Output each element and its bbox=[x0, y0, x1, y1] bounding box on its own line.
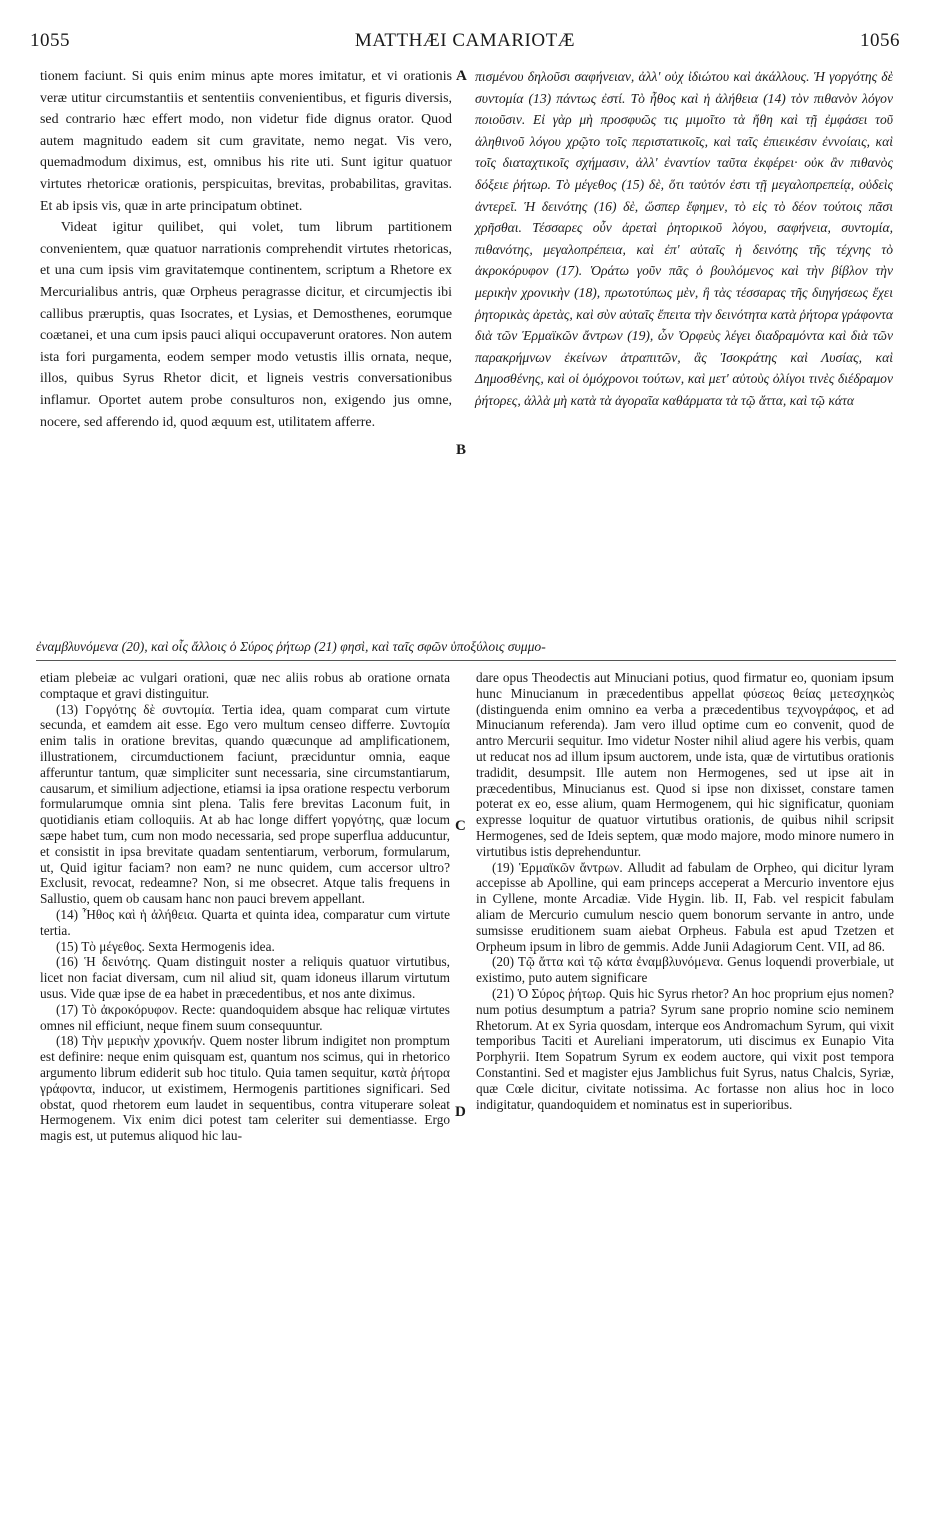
greek-text-column bbox=[475, 66, 893, 412]
running-header bbox=[30, 30, 900, 54]
notes-column-left bbox=[40, 670, 450, 1144]
section-marker-d: D bbox=[455, 1104, 466, 1120]
notes-column-right bbox=[476, 670, 894, 1112]
note-17: (17) Τὸ ἀκροκόρυφον. Recte: quandoquidem absque hac reliquæ virtutes omnes nil efficiunt, neque finem suum consequuntur. bbox=[40, 1001, 450, 1033]
section-marker-b: B bbox=[456, 442, 467, 458]
page-number-right: 1056 bbox=[860, 30, 900, 51]
note-paragraph: dare opus Theodectis aut Minuciani potius, quod firmatur eo, quoniam ipsum hunc Minucianum in præcedentibus appellat φύσεως θείας μετεσχηκὼς (distinguenda enim omnino ea verba a præcedentibus τεχνογράφος, et ad Minucianum referenda). Jam vero illud optime cum eo convenit, quod de antro Mercurii sequitur. Imo videtur Noster nihil aliud agere his verbis, quam ut reducat nos ad illum ipsum auctorem, unde ista, quæ de virtutibus orationis tradidit, desumpsit. Ille autem non Hermogenes, sed ut ipse ait in præcedentibus, Minucianus est. Quod si ipse non dixisset, constare tamen poterat ex eo, esse alium, quam Hermogenem, qui hic significatur, quoniam expresse loquitur de quatuor virtutibus orationis, de quibus nihil scripsit Hermogenes, sed de Ideis septem, quæ modo majore, modo minore numero in virtutibus istis deprehenduntur. bbox=[476, 670, 894, 859]
latin-paragraph: tionem faciunt. Si quis enim minus apte mores imitatur, et vi orationis veræ utitur circumstantiis et sententiis convenientibus, et figuris diversis, sed contrario hæc effert modo, non videtur fide dignus orator. Quod autem magnitudo eadem sit cum gravitate, nemo negat. Vis vero, quemadmodum diximus, est, omnibus his rite uti. Sunt igitur quatuor virtutes rhetoricæ orationis, perspicuitas, brevitas, probabilitas, gravitas. Et ab ipsis vis, quæ in arte principatum obtinet. bbox=[40, 69, 452, 214]
greek-text-spanning-line: ἐναμβλυνόμενα (20), καὶ οἷς ἄλλοις ὁ Σύρος ῥήτωρ (21) φησὶ, καὶ ταῖς σφῶν ὑποξύλοις συμμο- bbox=[36, 639, 546, 654]
section-marker-c: C bbox=[455, 818, 466, 834]
note-15: (15) Τὸ μέγεθος. Sexta Hermogenis idea. bbox=[55, 938, 275, 954]
note-14: (14) Ἦθος καὶ ἡ ἀλήθεια. Quarta et quinta idea, comparatur cum virtute tertia. bbox=[40, 906, 450, 938]
section-marker-a: A bbox=[456, 68, 467, 84]
note-21: (21) Ὁ Σύρος ῥήτωρ. Quis hic Syrus rhetor? An hoc proprium ejus nomen? num potius desumptum a patria? Syrum sane proprio nomine scio neminem Rhetorum. At ex Syria quosdam, interque eos Andromachum Syrum, qui vixit temporibus Taciti et Aureliani imperatorum, uti discimus ex Eunapio Vita Porphyrii. Item Sopatrum Syrum ex eodem auctore, qui vixit post tempora Constantini. Sed et magister ejus Jamblichus fuit Syrus, natus Chalcis, Syriæ, quæ Cœle dicitur, civitate notissima. Ac fortasse non alius hoc in loco indigitatur, quandoquidem et nominatus est in superioribus. bbox=[476, 985, 894, 1112]
notes-divider bbox=[36, 660, 896, 661]
note-19: (19) Ἑρμαϊκῶν ἄντρων. Alludit ad fabulam de Orpheo, qui dicitur lyram accepisse ab Apolline, qui eam princeps acceperat a Mercurio inventore ejus in Cyllene, monte Arcadiæ. Vide Hygin. lib. II, Fab. vel respicit fabulam aliam de Mercurio cumulum nescio quem bonorum servante in antro, unde sumsisse eruditionem suam aiebat Orpheus. Fabula est apud Tzetzen et Orpheum ipsum in libro de gemmis. Adde Junii Adagiorum Cent. VII, ad 86. bbox=[476, 859, 894, 954]
greek-paragraph: πισμένου δηλοῦσι σαφήνειαν, ἀλλ' οὐχ ἰδιώτου καὶ ἀκάλλους. Ἡ γοργότης δὲ συντομία (13) πάντως ἐστί. Τὸ ἦθος καὶ ἡ ἀλήθεια (14) τὸν πιθανὸν λόγον ποιοῦσιν. Εἰ γὰρ μὴ προσφυῶς τις μιμοῖτο τὰ ἤθη καὶ τῇ ἐμφάσει τοῦ ἀληθινοῦ λόγου χρῷτο τοῖς περιστατικοῖς, καὶ ταῖς ἐπιεικέσιν ἐννοίαις, καὶ τοῖς διαταχτικοῖς σχήμασιν, ἀλλ' ἐναντίον ταῦτα ἐκφέρει· οὐκ ἂν πιθανὸς δόξειε ῥήτωρ. Τὸ μέγεθος (15) δὲ, ὅτι ταὐτόν ἐστι τῇ μεγαλοπρεπείᾳ, οὐδεὶς ἀντερεῖ. Ἡ δεινότης (16) δὲ, ὥσπερ ἔφημεν, τὸ εἰς τὸ δέον τούτοις πᾶσι χρῆσθαι. Τέσσαρες οὖν ἀρεταὶ ῥητορικοῦ λόγου, σαφήνεια, συντομία, πιθανότης, μεγαλοπρέπεια, καὶ ἐπ' αὐταῖς ἡ δεινότης τῆς τέχνης τὸ ἀκροκόρυφον (17). Ὁράτω γοῦν πᾶς ὁ βουλόμενος καὶ τὴν βίβλον τὴν μερικὴν χρονικὴν (18), πρωτοτύπως μὲν, ἢ τὰς τέσσαρας τῆς διηγήσεως ἔχει ῥητορικὰς ἀρετὰς, καὶ σὺν αὐταῖς ἔπειτα τὴν δεινότητα κατὰ ῥήτορα γράφοντα διὰ τῶν Ἑρμαϊκῶν ἄντρων (19), ὧν Ὀρφεὺς λέγει διαδραμόντα καὶ διὰ τῶν παρακρήμνων ἐκείνων ἀτραπιτῶν, ἃς Ἰσοκράτης καὶ Λυσίας, καὶ Δημοσθένης, καὶ οἱ ὁμόχρονοι τούτων, καὶ μετ' αὐτοὺς ὀλίγοι τινὲς διέδραμον ῥήτορες, ἀλλὰ μὴ κατὰ τὰ ἀγοραῖα καθάρματα τὰ τῷ ἄττα, καὶ τῷ κάτα bbox=[475, 69, 893, 408]
note-18: (18) Τὴν μερικὴν χρονικήν. Quem noster librum indigitet non promptum est definire: neque enim quisquam est, quantum nos scimus, qui in rhetorico argumento librum ediderit sub hoc titulo. Quia tamen sequitur, κατὰ ῥήτορα γράφοντα, inducor, ut existimem, Hermogenis partitiones significari. Sed obstat, quod rhetorem eum laudet in sequentibus, contra vituperare soleat Hermogenem. Vix enim dici potest tam celeriter sui dementiasse. Ergo magis est, ut putemus aliquod hic lau- bbox=[40, 1033, 450, 1144]
note-16: (16) Ἡ δεινότης. Quam distinguit noster a reliquis quatuor virtutibus, licet non faciat diversam, cum nil aliud sit, quam idoneus illarum virtutum usus. Vide quæ ipse de ea habet in præcedentibus, et nos ante diximus. bbox=[40, 954, 450, 1001]
note-20: (20) Τῷ ἄττα καὶ τῷ κάτα ἐναμβλυνόμενα. Genus loquendi proverbiale, ut existimo, puto autem significare bbox=[476, 954, 894, 986]
note-paragraph: etiam plebeiæ ac vulgari orationi, quæ nec aliis robus ab oratione ornata comptaque et gravi distinguitur. bbox=[40, 670, 450, 701]
running-title: MATTHÆI CAMARIOTÆ bbox=[354, 30, 576, 51]
latin-paragraph: Videat igitur quilibet, qui volet, tum librum partitionem convenientem, quæ quatuor narrationis comprehendit virtutes rhetoricas, et una cum ipsis vim gravitatemque continentem, scriptum a Rhetore ex Mercurialibus antris, quæ Orpheus peragrasse dicitur, et circumjectis ibi callibus præruptis, quas Isocrates, et Lysias, et Demosthenes, eorumque coætanei, et una cum ipsis pauci aliqui occupaverunt oratores. Non autem ista fori purgamenta, eodem semper modo vetustis illis ornata, neque, illos, quibus Syrus Rhetor dicit, et ligneis vestris conversationibus inflamur. Oportet autem probe consulturos non, exigendo jus omne, nocere, sed afferendo id, quod æquum est, utilitatem afferre. bbox=[40, 220, 452, 430]
note-13: (13) Γοργότης δὲ συντομία. Tertia idea, quam comparat cum virtute secunda, et eamdem ait esse. Ego vero multum censeo differre. Συντομία enim talis in oratione brevitas, quando quæcunque ad amplificationem, illustrationem, circumductionem faciunt, præciduntur omnia, eaque afferuntur tantum, quæ simpliciter sunt necessaria, sine circumstantiarum, causarum, et similium adjectione, etiamsi ia ipsa oratione respectu verborum formularumque omnia sint plena. Talis fere brevitas Laconum fuit, in quotidianis etiam colloquiis. At ab hac longe differt γοργότης, quæ locum sæpe habet tum, cum non modo necessaria, sed prope superflua adducuntur, et consistit in ipsa brevitate quadam sententiarum, verborum, formularum, ut, Quid igitur faciam? non eam? ne nunc quidem, cum accersor ultro? Exclusit, revocat, redeamne? Non, si me obsecret. Atque talis frequens in Sallustio, quem ob causam hanc non pauci brevem appellant. bbox=[40, 701, 450, 907]
latin-translation-column bbox=[40, 66, 452, 433]
page-number-left: 1055 bbox=[30, 30, 70, 51]
